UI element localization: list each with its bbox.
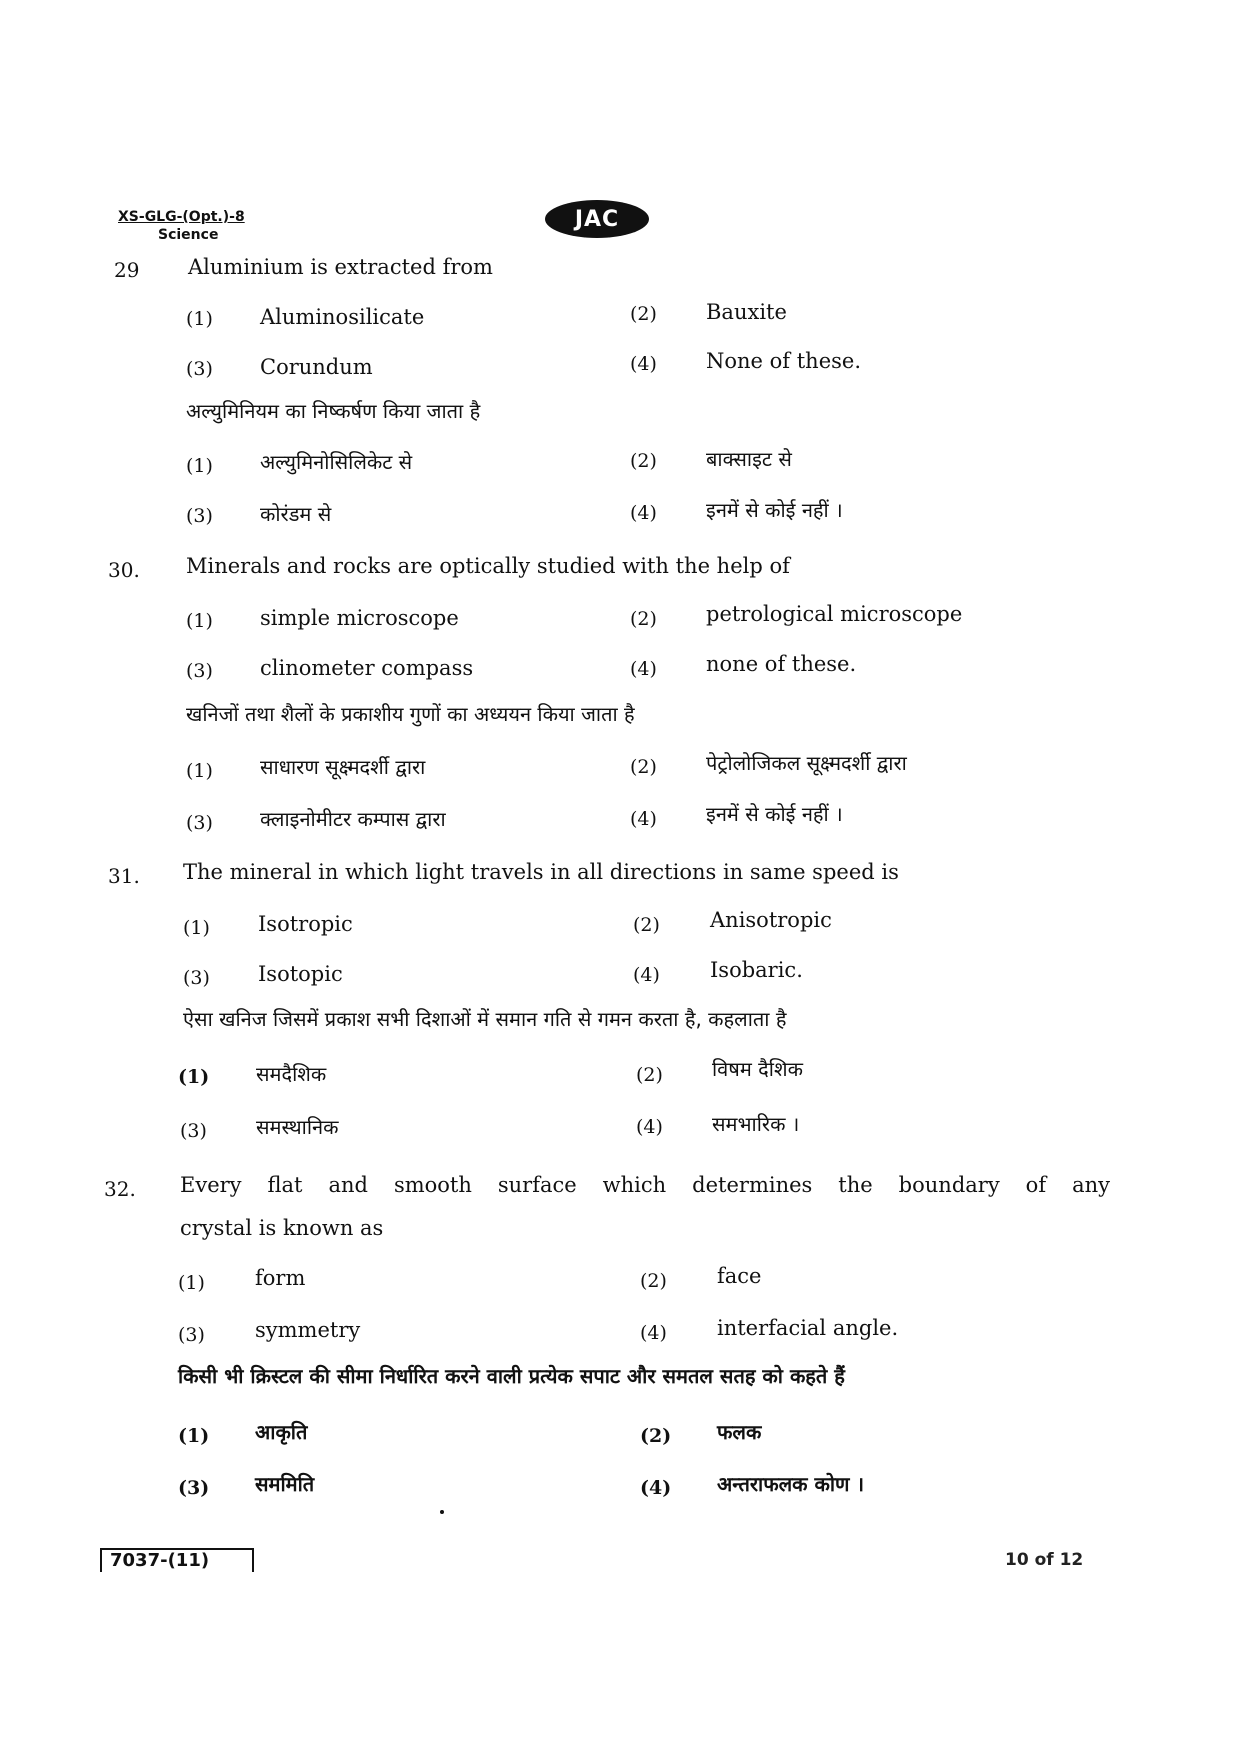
option-number: (2) xyxy=(636,1064,663,1086)
option-text: Isotopic xyxy=(258,962,343,986)
question-text-en: The mineral in which light travels in all directions in same speed is xyxy=(183,860,899,884)
option-number: (2) xyxy=(630,303,657,325)
option-text: None of these. xyxy=(706,349,862,373)
question-text-en: Minerals and rocks are optically studied with the help of xyxy=(186,554,790,578)
option-number: (3) xyxy=(186,660,213,682)
option-text: बाक्साइट से xyxy=(706,447,792,471)
option-number: (1) xyxy=(183,917,210,939)
question-text-hi: ऐसा खनिज जिसमें प्रकाश सभी दिशाओं में समान गति से गमन करता है, कहलाता है xyxy=(183,1007,787,1031)
option-number: (4) xyxy=(640,1477,672,1499)
option-number: (4) xyxy=(630,353,657,375)
option-number: (2) xyxy=(633,914,660,936)
paper-code-text: XS-GLG-(Opt.)-8 xyxy=(118,209,245,225)
option-text: अल्युमिनोसिलिकेट से xyxy=(260,450,413,474)
option-number: (4) xyxy=(633,964,660,986)
option-number: (3) xyxy=(186,505,213,527)
option-number: (3) xyxy=(183,967,210,989)
option-text: interfacial angle. xyxy=(717,1316,899,1340)
option-text: इनमें से कोई नहीं । xyxy=(706,802,843,826)
question-number: 31. xyxy=(108,864,140,888)
option-number: (2) xyxy=(630,450,657,472)
option-text: Isotropic xyxy=(258,912,353,936)
option-text: petrological microscope xyxy=(706,602,963,626)
question-text-hi: खनिजों तथा शैलों के प्रकाशीय गुणों का अध्ययन किया जाता है xyxy=(186,702,635,726)
option-text: पेट्रोलोजिकल सूक्ष्मदर्शी द्वारा xyxy=(706,751,907,775)
question-text-hi: किसी भी क्रिस्टल की सीमा निर्धारित करने वाली प्रत्येक सपाट और समतल सतह को कहते हैं xyxy=(178,1364,845,1388)
option-text: simple microscope xyxy=(260,606,459,630)
option-number: (4) xyxy=(630,658,657,680)
option-text: symmetry xyxy=(255,1318,361,1342)
question-text-en: Aluminium is extracted from xyxy=(188,255,493,279)
option-text: Aluminosilicate xyxy=(260,305,425,329)
option-text: आकृति xyxy=(255,1420,308,1444)
paper-code xyxy=(118,208,245,244)
option-text: face xyxy=(717,1264,762,1288)
option-text: समदैशिक xyxy=(256,1062,327,1086)
question-number: 29 xyxy=(114,258,140,282)
option-number: (3) xyxy=(178,1324,205,1346)
option-text: Anisotropic xyxy=(710,908,832,932)
option-text: इनमें से कोई नहीं । xyxy=(706,498,843,522)
option-number: (1) xyxy=(186,308,213,330)
footer-code: 7037-(11) xyxy=(100,1548,254,1572)
option-text: अन्तराफलक कोण । xyxy=(717,1472,865,1496)
option-text: none of these. xyxy=(706,652,857,676)
option-number: (1) xyxy=(186,455,213,477)
scan-dot xyxy=(440,1510,444,1514)
option-text: फलक xyxy=(717,1420,762,1444)
jac-logo-badge: JAC xyxy=(545,200,649,238)
option-number: (4) xyxy=(630,808,657,830)
option-text: समभारिक । xyxy=(712,1112,800,1136)
option-number: (4) xyxy=(636,1116,663,1138)
option-number: (1) xyxy=(178,1425,210,1447)
option-text: समस्थानिक xyxy=(256,1115,339,1139)
option-number: (1) xyxy=(186,610,213,632)
question-text-en-line2: crystal is known as xyxy=(180,1216,384,1240)
question-number: 30. xyxy=(108,558,140,582)
option-number: (3) xyxy=(186,358,213,380)
option-number: (2) xyxy=(630,608,657,630)
option-text: सममिति xyxy=(255,1472,315,1496)
option-number: (1) xyxy=(186,760,213,782)
option-text: कोरंडम से xyxy=(260,502,332,526)
option-number: (1) xyxy=(178,1272,205,1294)
option-number: (2) xyxy=(640,1425,672,1447)
option-text: form xyxy=(255,1266,306,1290)
option-number: (2) xyxy=(640,1270,667,1292)
option-text: Corundum xyxy=(260,355,373,379)
option-number: (2) xyxy=(630,756,657,778)
option-number: (3) xyxy=(178,1477,210,1499)
option-text: विषम दैशिक xyxy=(712,1057,803,1081)
question-text-en-line1: Every flat and smooth surface which determines the boundary of any xyxy=(180,1173,1110,1197)
option-text: Isobaric. xyxy=(710,958,803,982)
option-number: (3) xyxy=(180,1120,207,1142)
option-number: (4) xyxy=(630,502,657,524)
subject-label: Science xyxy=(158,227,219,243)
question-number: 32. xyxy=(104,1177,136,1201)
option-text: Bauxite xyxy=(706,300,787,324)
option-number: (3) xyxy=(186,812,213,834)
option-number: (4) xyxy=(640,1322,667,1344)
option-text: साधारण सूक्ष्मदर्शी द्वारा xyxy=(260,755,426,779)
question-text-hi: अल्युमिनियम का निष्कर्षण किया जाता है xyxy=(186,399,481,423)
page-number: 10 of 12 xyxy=(1005,1550,1084,1570)
option-text: क्लाइनोमीटर कम्पास द्वारा xyxy=(260,807,446,831)
option-number: (1) xyxy=(178,1066,210,1088)
option-text: clinometer compass xyxy=(260,656,474,680)
